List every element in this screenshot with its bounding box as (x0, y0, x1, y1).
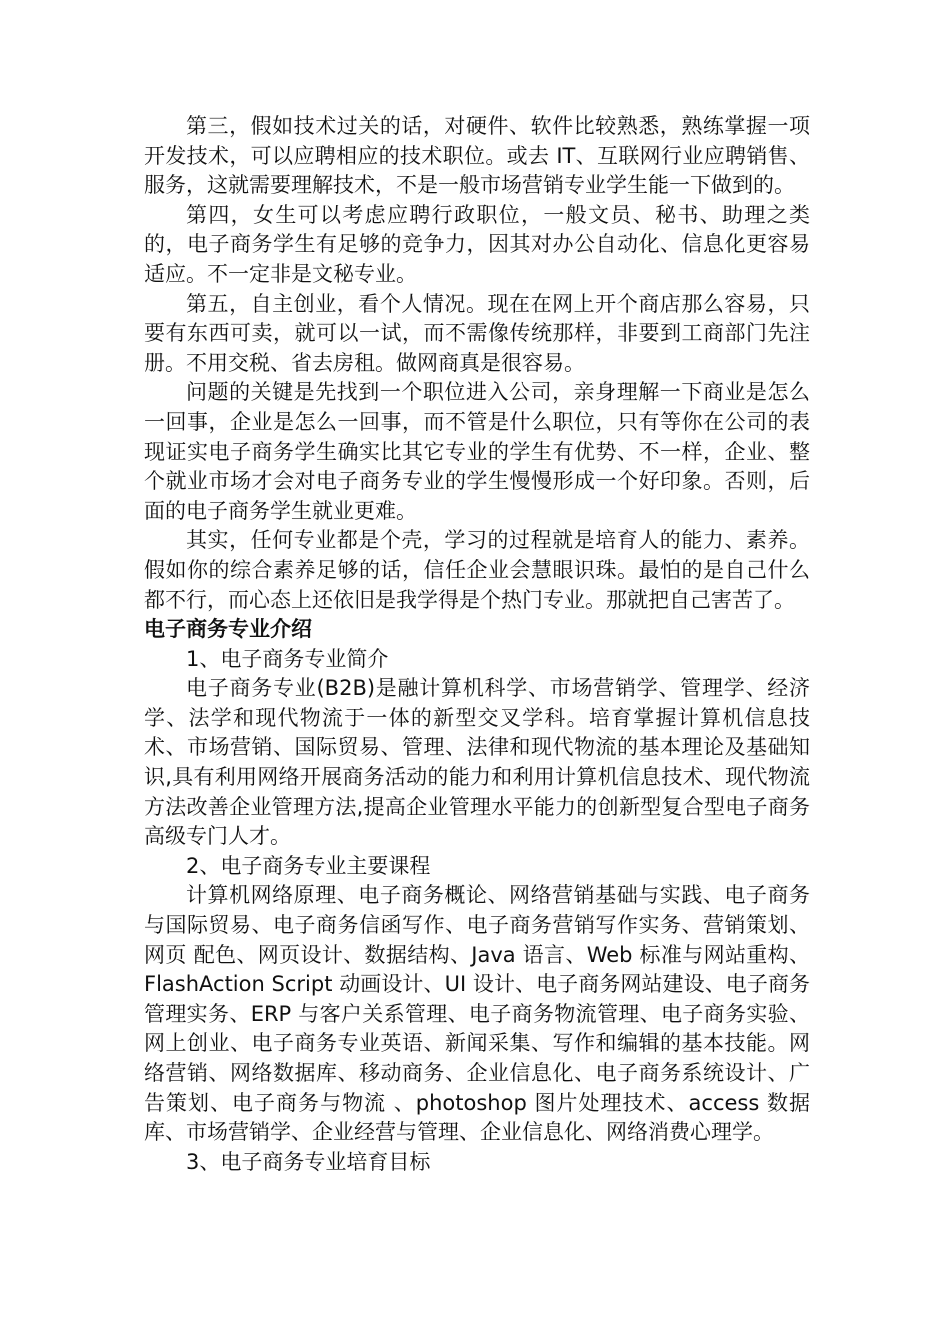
document-page (144, 112, 810, 1177)
paragraph: 第三，假如技术过关的话，对硬件、软件比较熟悉，熟练掌握一项开发技术，可以应聘相应的技术职位。或去 IT、互联网行业应聘销售、服务，这就需要理解技术，不是一般市场营销专业学生能一下做到的。 (144, 114, 810, 198)
subsection-heading: 2、电子商务专业主要课程 (186, 853, 431, 878)
paragraph: 第四，女生可以考虑应聘行政职位，一般文员、秘书、助理之类的，电子商务学生有足够的竞争力，因其对办公自动化、信息化更容易适应。不一定非是文秘专业。 (144, 202, 810, 286)
paragraph: 电子商务专业(B2B)是融计算机科学、市场营销学、管理学、经济学、法学和现代物流于一体的新型交叉学科。培育掌握计算机信息技术、市场营销、国际贸易、管理、法律和现代物流的基本理论及基础知识,具有利用网络开展商务活动的能力和利用计算机信息技术、现代物流方法改善企业管理方法,提高企业管理水平能力的创新型复合型电子商务高级专门人才。 (144, 676, 810, 849)
section-title: 电子商务专业介绍 (144, 617, 312, 642)
paragraph: 计算机网络原理、电子商务概论、网络营销基础与实践、电子商务与国际贸易、电子商务信函写作、电子商务营销写作实务、营销策划、网页 配色、网页设计、数据结构、Java 语言、Web 标准与网站重构、FlashAction Script 动画设计、UI 设计、电子商务网站建设、电子商务管理实务、ERP 与客户关系管理、电子商务物流管理、电子商务实验、网上创业、电子商务专业英语、新闻采集、写作和编辑的基本技能。网络营销、网络数据库、移动商务、企业信息化、电子商务系统设计、广告策划、电子商务与物流 、photoshop 图片处理技术、access 数据库、市场营销学、企业经营与管理、企业信息化、网络消费心理学。 (144, 883, 810, 1145)
paragraph: 其实，任何专业都是个壳，学习的过程就是培育人的能力、素养。假如你的综合素养足够的话，信任企业会慧眼识珠。最怕的是自己什么都不行，而心态上还依旧是我学得是个热门专业。那就把自己害苦了。 (144, 528, 810, 612)
paragraph: 第五，自主创业，看个人情况。现在在网上开个商店那么容易，只要有东西可卖，就可以一试，而不需像传统那样，非要到工商部门先注册。不用交税、省去房租。做网商真是很容易。 (144, 291, 810, 375)
paragraph: 问题的关键是先找到一个职位进入公司，亲身理解一下商业是怎么一回事，企业是怎么一回事，而不管是什么职位，只有等你在公司的表现证实电子商务学生确实比其它专业的学生有优势、不一样，企业、整个就业市场才会对电子商务专业的学生慢慢形成一个好印象。否则，后面的电子商务学生就业更难。 (144, 380, 810, 523)
subsection-heading: 3、电子商务专业培育目标 (186, 1149, 431, 1174)
subsection-heading: 1、电子商务专业简介 (186, 646, 389, 671)
